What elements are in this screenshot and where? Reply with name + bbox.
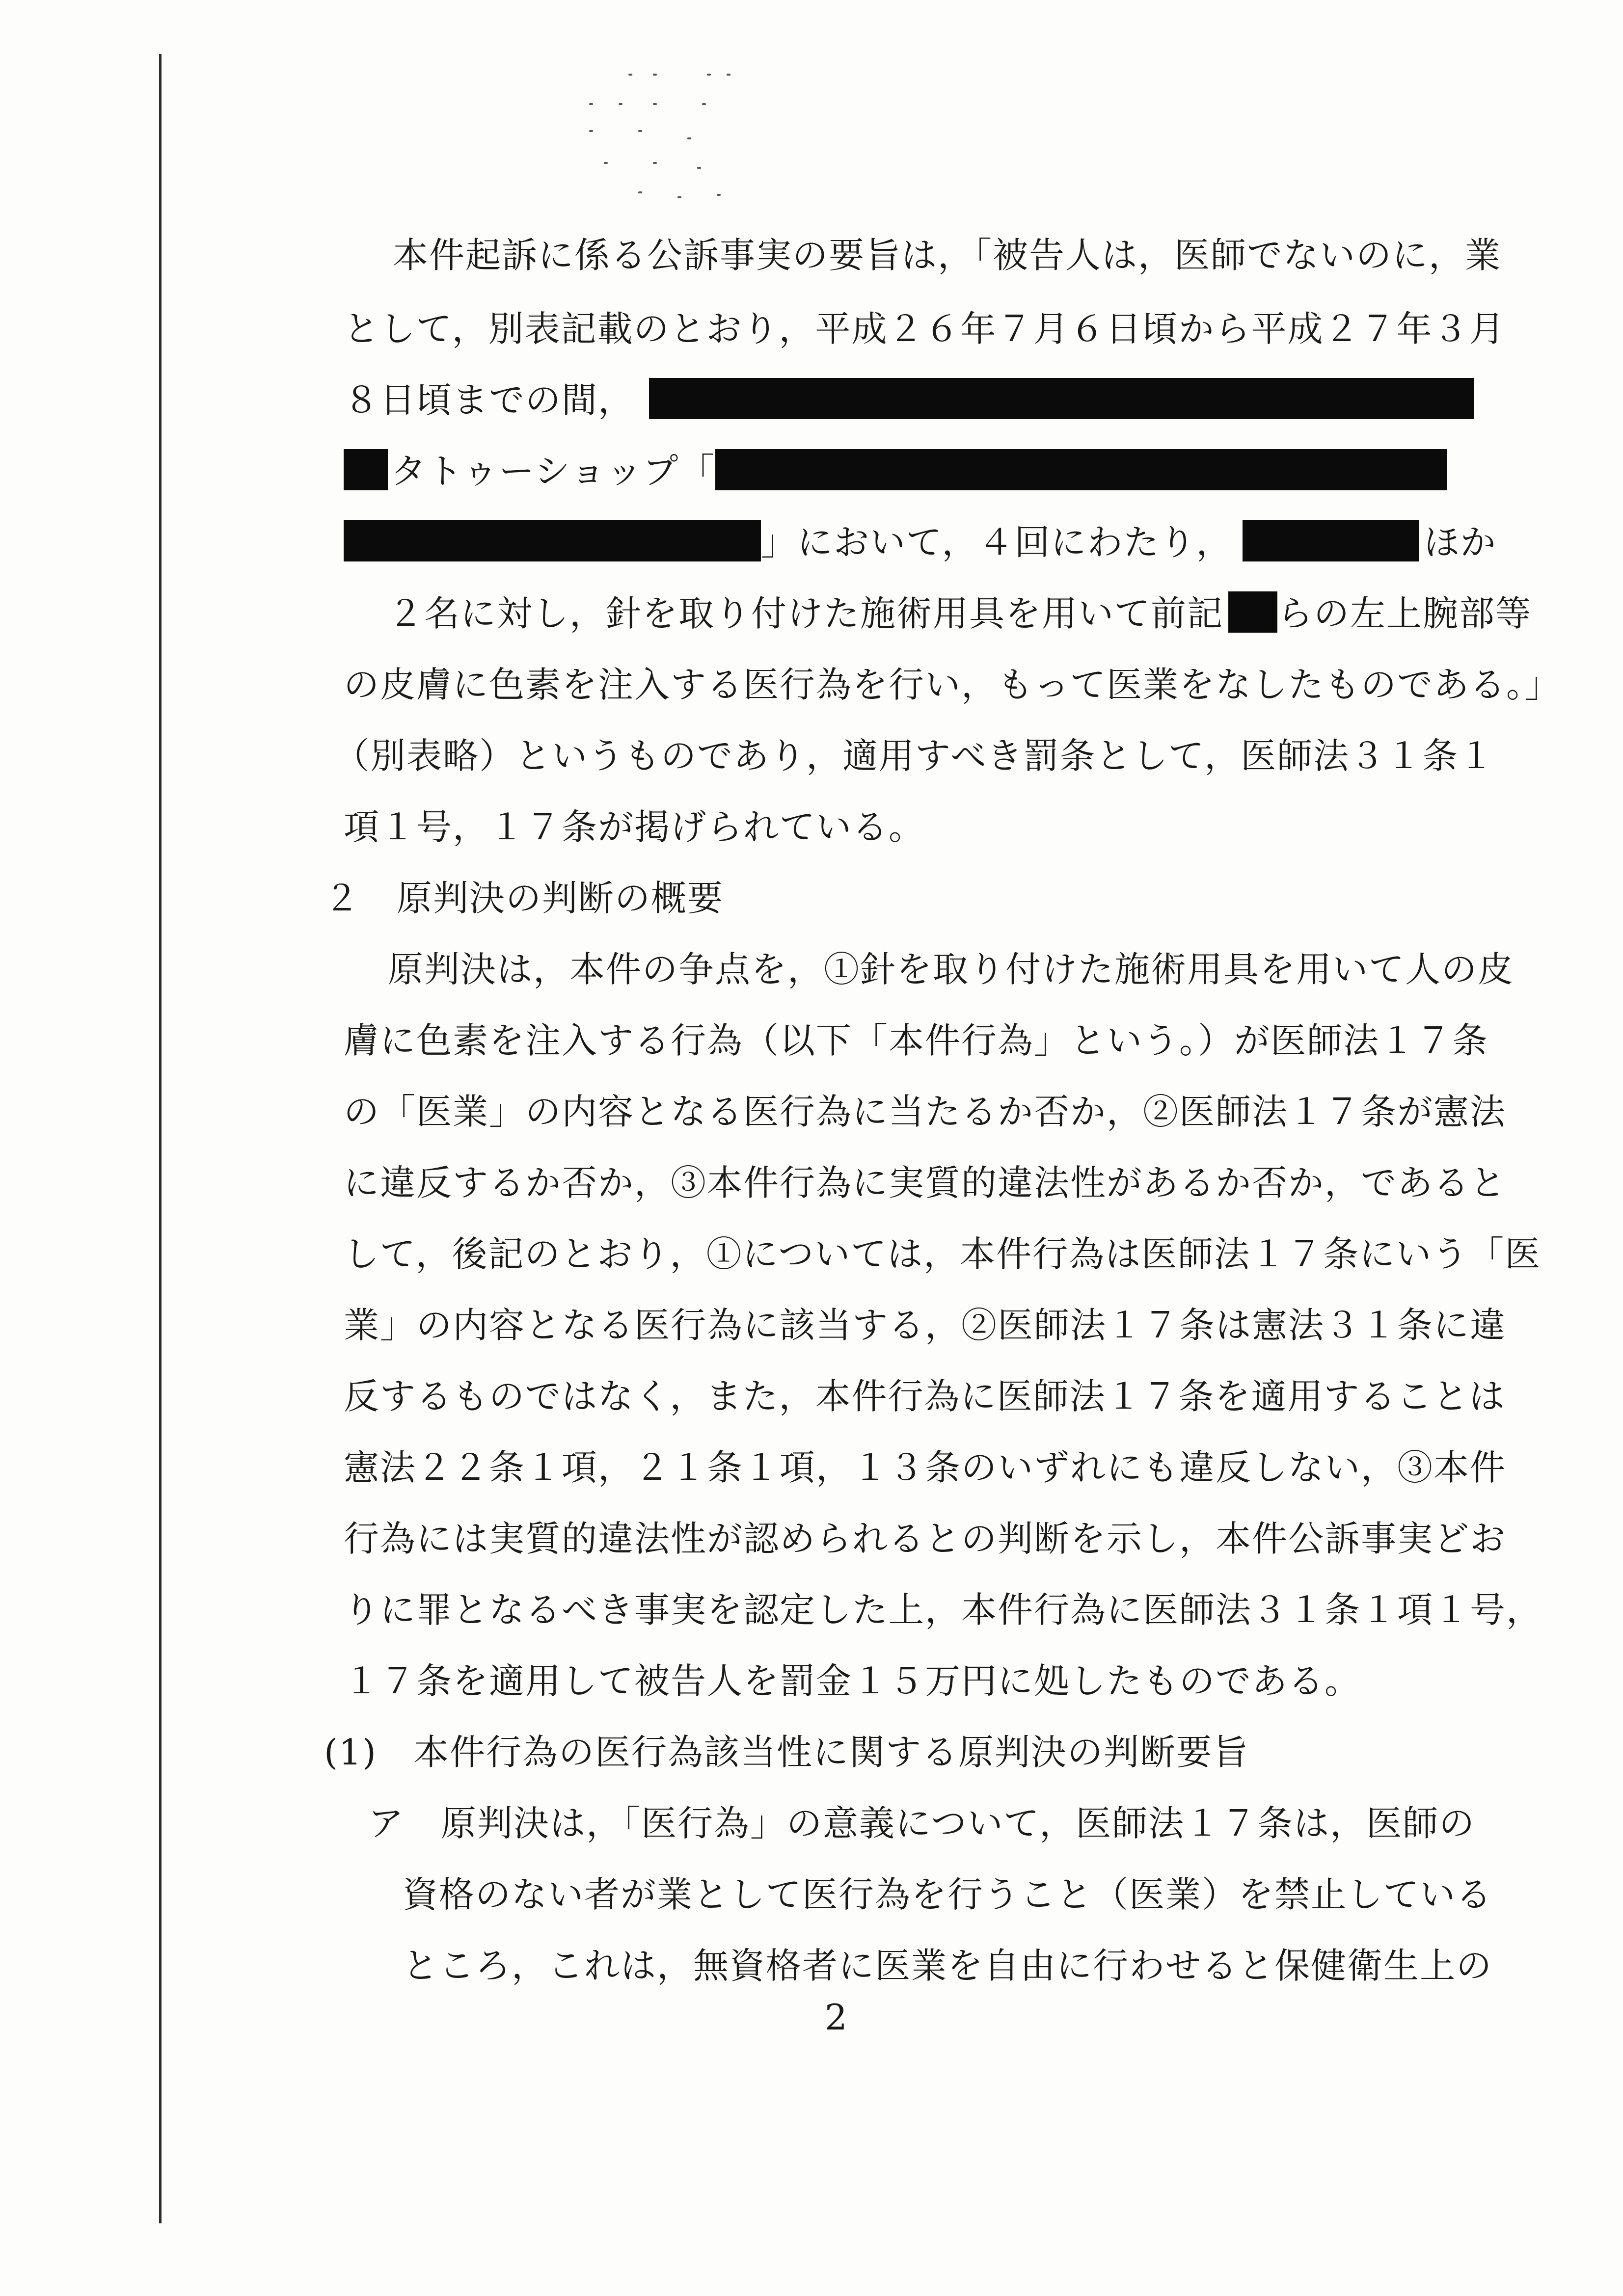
scan-speck bbox=[589, 130, 593, 132]
scan-speck bbox=[638, 130, 642, 132]
section-heading: ２ 原判決の判断の概要 bbox=[324, 878, 724, 919]
text-line: りに罪となるべき事実を認定した上，本件行為に医師法３１条１項１号， bbox=[344, 1589, 1543, 1630]
text-line: 膚に色素を注入する行為（以下「本件行為」という。）が医師法１７条 bbox=[344, 1020, 1489, 1061]
left-margin-rule bbox=[159, 54, 162, 2223]
scan-speck bbox=[653, 162, 657, 164]
text-line: として，別表記載のとおり，平成２６年７月６日頃から平成２７年３月 bbox=[344, 308, 1506, 349]
text-line: ア 原判決は，「医行為」の意義について，医師法１７条は，医師の bbox=[368, 1803, 1476, 1844]
scan-speck bbox=[727, 74, 730, 76]
text-line: ８日頃までの間， bbox=[344, 375, 1474, 425]
redaction-block bbox=[1243, 520, 1419, 561]
subsection-heading: (1) 本件行為の医行為該当性に関する原判決の判断要旨 bbox=[324, 1732, 1249, 1773]
text-line: して，後記のとおり，①については，本件行為は医師法１７条にいう「医 bbox=[344, 1233, 1542, 1275]
text-line: １７条を適用して被告人を罰金１５万円に処したものである。 bbox=[344, 1660, 1361, 1702]
text-line: 本件起訴に係る公訴事実の要旨は，「被告人は，医師でないのに，業 bbox=[393, 235, 1502, 276]
redaction-block bbox=[649, 378, 1474, 419]
text-line: 行為には実質的違法性が認められるとの判断を示し，本件公訴事実どお bbox=[344, 1518, 1507, 1559]
text-line: 項１号，１７条が掲げられている。 bbox=[344, 806, 925, 848]
text-line: 反するものではなく，また，本件行為に医師法１７条を適用することは bbox=[344, 1376, 1506, 1417]
text-line: ところ，これは，無資格者に医業を自由に行わせると保健衛生上の bbox=[403, 1945, 1493, 1986]
redaction-block bbox=[344, 449, 388, 490]
text-line: 原判決は，本件の争点を，①針を取り付けた施術用具を用いて人の皮 bbox=[388, 949, 1515, 990]
text-line: の皮膚に色素を注入する医行為を行い，もって医業をなしたものである。」 bbox=[344, 664, 1562, 705]
redaction-block bbox=[715, 449, 1447, 490]
scan-speck bbox=[604, 162, 608, 164]
redaction-block bbox=[1228, 591, 1277, 633]
scan-speck bbox=[619, 103, 622, 105]
scan-speck bbox=[707, 74, 711, 76]
text-line: 憲法２２条１項，２１条１項，１３条のいずれにも違反しない，③本件 bbox=[344, 1447, 1507, 1488]
scan-speck bbox=[677, 196, 681, 198]
redaction-block bbox=[344, 520, 761, 561]
scan-speck bbox=[589, 103, 593, 105]
scan-speck bbox=[638, 191, 642, 193]
scan-speck bbox=[702, 103, 706, 105]
scan-speck bbox=[697, 167, 701, 169]
scan-speck bbox=[628, 74, 632, 76]
text-line: に違反するか否か，③本件行為に実質的違法性があるか否か，であると bbox=[344, 1162, 1507, 1203]
text-line: 」において，４回にわたり， ほか bbox=[344, 518, 1497, 567]
scan-speck bbox=[687, 137, 691, 139]
page-number: 2 bbox=[825, 1997, 847, 2038]
text-line: の「医業」の内容となる医行為に当たるか否か，②医師法１７条が憲法 bbox=[344, 1091, 1507, 1132]
text-line: 資格のない者が業として医行為を行うこと（医業）を禁止している bbox=[403, 1874, 1493, 1915]
scan-speck bbox=[717, 194, 721, 196]
scan-speck bbox=[653, 74, 657, 76]
text-line: （別表略）というものであり，適用すべき罰条として，医師法３１条１ bbox=[334, 735, 1495, 776]
text-line: ２名に対し，針を取り付けた施術用具を用いて前記 らの左上腕部等 bbox=[388, 589, 1532, 638]
text-line: タトゥーショップ「 bbox=[344, 447, 1447, 496]
text-line: 業」の内容となる医行為に該当する，②医師法１７条は憲法３１条に違 bbox=[344, 1305, 1507, 1346]
scan-speck bbox=[653, 103, 657, 105]
